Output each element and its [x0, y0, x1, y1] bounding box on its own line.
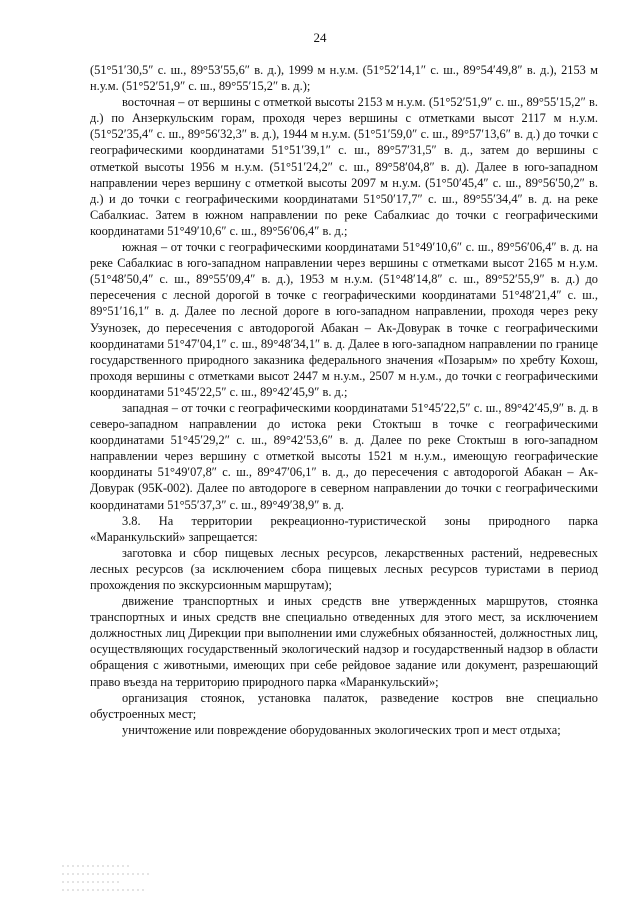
- paragraph-boundary-west: западная – от точки с географическими координатами 51°45′22,5″ с. ш., 89°42′45,9″ в. д. в северо-западном направлении до истока реки Стоктыш в точке с географическими координатами 51°45′29,2″ с. ш., 89°42′53,6″ в. д. Далее по реке Стоктыш в юго-западном направлении через вершину с отметкой высоты 1521 м н.у.м., имеющую географические координаты 51°49′07,8″ с. ш., 89°47′06,1″ в. д., до пересечения с автодорогой Абакан – Ак-Довурак (95К-002). Далее по автодороге в северном направлении до точки с географическими координатами 51°55′37,3″ с. ш., 89°49′38,9″ в. д.: [90, 400, 598, 512]
- paragraph-prohibition-camping: организация стоянок, установка палаток, разведение костров вне специально обустроенных мест;: [90, 690, 598, 721]
- document-body: [90, 62, 598, 738]
- paragraph-prohibition-harvesting: заготовка и сбор пищевых лесных ресурсов, лекарственных растений, недревесных лесных ресурсов (за исключением сбора пищевых лесных ресурсов туристами в период прохождения по экскурсионным маршрутам);: [90, 545, 598, 592]
- paragraph-boundary-north-end: (51°51′30,5″ с. ш., 89°53′55,6″ в. д.), 1999 м н.у.м. (51°52′14,1″ с. ш., 89°54′49,8″ в. д.), 2153 м н.у.м. (51°52′51,9″ с. ш., 89°55′15,2″ в. д.);: [90, 63, 598, 94]
- paragraph-boundary-south: южная – от точки с географическими координатами 51°49′10,6″ с. ш., 89°56′06,4″ в. д. на реке Сабалкиас в юго-западном направлении через вершины с отметками высот 2165 м н.у.м. (51°48′50,4″ с. ш., 89°55′09,4″ в. д.), 1953 м н.у.м. (51°48′14,8″ с. ш., 89°52′55,9″ в. д.) до пересечения с лесной дорогой в точке с географическими координатами 51°48′21,4″ с. ш., 89°51′16,1″ в. д. Далее по лесной дороге в юго-западном направлении, проходя через реку Узунозек, до пересечения с автодорогой Абакан – Ак-Довурак в точке с географическими координатами 51°47′04,1″ с. ш., 89°48′34,1″ в. д. Далее в юго-западном направлении по границе государственного природного заказника федерального значения «Позарым» по хребту Кохош, проходя вершины с отметками высот 2447 м н.у.м., 2507 м н.у.м., до точки с географическими координатами 51°45′22,5″ с. ш., 89°42′45,9″ в. д.;: [90, 240, 598, 399]
- page-number: 24: [313, 30, 327, 45]
- faint-stamp-mark: [60, 860, 180, 900]
- paragraph-boundary-east: восточная – от вершины с отметкой высоты 2153 м н.у.м. (51°52′51,9″ с. ш., 89°55′15,2″ в. д.) по Анзеркульским горам, проходя через вершины с отметками высот 2117 м н.у.м. (51°52′35,4″ с. ш., 89°56′32,3″ в. д.), 1944 м н.у.м. (51°51′59,0″ с. ш., 89°57′13,6″ в. д.) до точки с географическими координатами 51°51′39,1″ с. ш., 89°57′31,5″ в. д., затем до вершины с отметкой высоты 1956 м н.у.м. (51°51′24,2″ с. ш., 89°58′04,8″ в. д). Далее в юго-западном направлении через вершину с отметкой высоты 2097 м н.у.м. (51°50′45,4″ с. ш., 89°56′50,2″ в. д.) и до точки с географическими координатами 51°50′17,7″ с. ш., 89°55′34,4″ в. д. на реке Сабалкиас. Затем в южном направлении по реке Сабалкиас до точки с географическими координатами 51°49′10,6″ с. ш., 89°56′06,4″ в. д.;: [90, 95, 598, 238]
- paragraph-prohibition-trails: уничтожение или повреждение оборудованных экологических троп и мест отдыха;: [122, 722, 561, 737]
- paragraph-prohibition-vehicles: движение транспортных и иных средств вне утвержденных маршрутов, стоянка транспортных и иных средств вне специально отведенных для этого мест, за исключением должностных лиц Дирекции при выполнении ими служебных обязанностей, должностных лиц, осуществляющих государственный экологический надзор и государственный надзор в области обращения с животными, имеющих при себе рейдовое задание или документ, разрешающий право въезда на территорию природного парка «Маранкульский»;: [90, 594, 598, 689]
- paragraph-section-3-8: 3.8. На территории рекреационно-туристической зоны природного парка «Маранкульский» запрещается:: [90, 513, 598, 544]
